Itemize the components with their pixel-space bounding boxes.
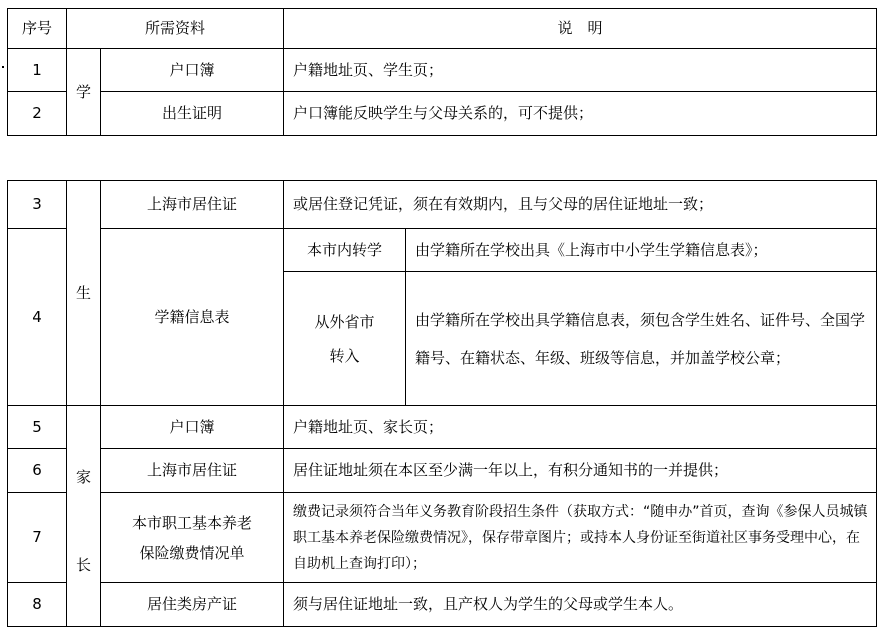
row-seq: 3 xyxy=(8,181,67,229)
group-student-char-2: 生 xyxy=(67,181,101,406)
row-desc: 缴费记录须符合当年义务教育阶段招生条件（获取方式：“随申办”首页，查询《参保人员城镇职工基本养老保险缴费情况》，保存带章图片；或持本人身份证至街道社区事务受理中心，在自助机上查询打印）； xyxy=(284,493,877,583)
header-explanation: 说 明 xyxy=(284,9,877,49)
row-desc: 居住证地址须在本区至少满一年以上，有积分通知书的一并提供； xyxy=(284,449,877,493)
row-seq: 8 xyxy=(8,583,67,627)
table-row xyxy=(8,92,877,136)
row-item: 出生证明 xyxy=(101,92,284,136)
subcase-label-line1: 从外省市 xyxy=(314,312,375,331)
header-materials: 所需资料 xyxy=(67,9,284,49)
row-seq: 1 xyxy=(8,49,67,92)
group-parent-char-1: 家 xyxy=(75,468,91,486)
row-item-line2: 保险缴费情况单 xyxy=(139,543,245,562)
row-desc: 户口簿能反映学生与父母关系的，可不提供； xyxy=(284,92,877,136)
row-desc: 户籍地址页、学生页； xyxy=(284,49,877,92)
group-student-char-1: 学 xyxy=(67,49,101,136)
row-seq: 2 xyxy=(8,92,67,136)
row-item: 上海市居住证 xyxy=(101,181,284,229)
header-seq: 序号 xyxy=(8,9,67,49)
table-row xyxy=(8,49,877,92)
header-row xyxy=(8,9,877,49)
row-desc: 或居住登记凭证，须在有效期内，且与父母的居住证地址一致； xyxy=(284,181,877,229)
subcase-label xyxy=(284,272,406,406)
row-seq: 6 xyxy=(8,449,67,493)
group-parent-char-2: 长 xyxy=(75,556,91,574)
row-seq: 5 xyxy=(8,406,67,449)
row-item: 户口簿 xyxy=(101,406,284,449)
table-row xyxy=(8,229,877,272)
table-row xyxy=(8,181,877,229)
subcase-label-line2: 转入 xyxy=(329,346,360,365)
group-parent xyxy=(67,406,101,627)
table-row xyxy=(8,406,877,449)
subcase-desc: 由学籍所在学校出具学籍信息表，须包含学生姓名、证件号、全国学籍号、在籍状态、年级、班级等信息，并加盖学校公章； xyxy=(406,272,877,406)
row-seq: 4 xyxy=(8,229,67,406)
subcase-label: 本市内转学 xyxy=(284,229,406,272)
row-seq: 7 xyxy=(8,493,67,583)
requirements-table-top xyxy=(7,8,877,136)
table-row xyxy=(8,583,877,627)
row-desc: 须与居住证地址一致，且产权人为学生的父母或学生本人。 xyxy=(284,583,877,627)
table-row xyxy=(8,493,877,583)
row-item: 上海市居住证 xyxy=(101,449,284,493)
subcase-desc: 由学籍所在学校出具《上海市中小学生学籍信息表》； xyxy=(406,229,877,272)
row-item: 户口簿 xyxy=(101,49,284,92)
requirements-table-bottom xyxy=(7,180,877,627)
row-desc: 户籍地址页、家长页； xyxy=(284,406,877,449)
table-row xyxy=(8,449,877,493)
row-item xyxy=(101,493,284,583)
row-item: 学籍信息表 xyxy=(101,229,284,406)
row-item: 居住类房产证 xyxy=(101,583,284,627)
row-item-line1: 本市职工基本养老 xyxy=(131,513,252,532)
stray-dot xyxy=(2,66,4,68)
